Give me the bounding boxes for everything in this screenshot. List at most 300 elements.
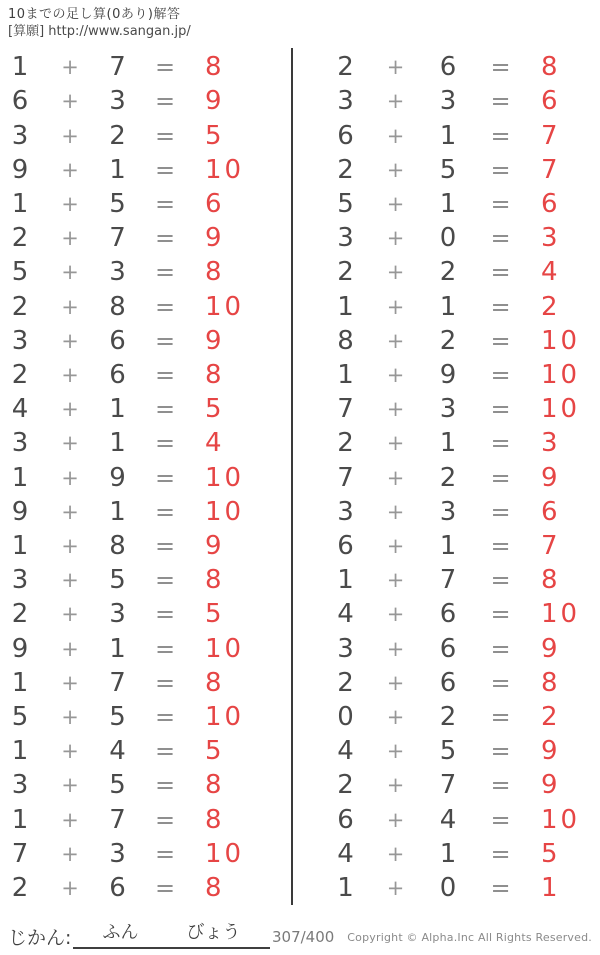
operand-a: 2 [11, 599, 29, 630]
plus-sign: + [386, 533, 405, 558]
plus-sign: + [386, 875, 405, 900]
problem-row [0, 392, 291, 426]
plus-sign: + [61, 123, 79, 148]
problem-row [0, 597, 291, 631]
operand-b: 1 [439, 188, 457, 219]
problem-row [293, 118, 600, 152]
problem-row [0, 734, 291, 768]
equals-sign: = [154, 497, 176, 526]
plus-sign: + [61, 499, 79, 524]
equals-sign: = [490, 121, 511, 150]
problem-row [0, 187, 291, 221]
operand-a: 5 [11, 701, 29, 732]
operand-a: 6 [337, 120, 354, 151]
operand-a: 2 [337, 770, 354, 801]
plus-sign: + [386, 397, 405, 422]
problem-row [0, 153, 291, 187]
problem-row [0, 802, 291, 836]
operand-b: 6 [109, 359, 126, 390]
operand-b: 6 [439, 52, 457, 83]
equals-sign: = [154, 121, 176, 150]
answer-value: 8 [205, 565, 225, 596]
plus-sign: + [61, 260, 79, 285]
operand-b: 7 [109, 52, 126, 83]
plus-sign: + [61, 670, 79, 695]
operand-a: 1 [337, 291, 354, 322]
equals-sign: = [490, 155, 511, 184]
problem-row [293, 563, 600, 597]
answer-value: 5 [205, 736, 225, 767]
problem-row [293, 700, 600, 734]
operand-b: 4 [439, 804, 457, 835]
plus-sign: + [386, 636, 405, 661]
answer-value: 6 [541, 86, 561, 117]
answer-value: 8 [205, 872, 225, 903]
plus-sign: + [386, 89, 405, 114]
problem-row [293, 802, 600, 836]
equals-sign: = [154, 668, 176, 697]
operand-b: 7 [439, 565, 457, 596]
plus-sign: + [386, 773, 405, 798]
answer-value: 4 [205, 428, 225, 459]
copyright-text: Copyright © Alpha.Inc All Rights Reserved. [347, 931, 592, 944]
equals-sign: = [154, 566, 176, 595]
plus-sign: + [61, 397, 79, 422]
problem-row [293, 153, 600, 187]
operand-a: 9 [11, 633, 29, 664]
plus-sign: + [386, 123, 405, 148]
equals-sign: = [490, 463, 511, 492]
equals-sign: = [154, 395, 176, 424]
answer-value: 6 [205, 188, 225, 219]
problem-row [293, 597, 600, 631]
operand-b: 6 [439, 667, 457, 698]
minutes-label: ふん [102, 922, 139, 943]
answer-value: 5 [205, 599, 225, 630]
plus-sign: + [386, 704, 405, 729]
plus-sign: + [386, 362, 405, 387]
plus-sign: + [61, 157, 79, 182]
equals-sign: = [490, 566, 511, 595]
plus-sign: + [61, 739, 79, 764]
answer-value: 10 [205, 154, 245, 185]
answer-value: 8 [205, 257, 225, 288]
operand-a: 3 [11, 565, 29, 596]
problem-row [293, 837, 600, 871]
answer-value: 9 [205, 325, 225, 356]
equals-sign: = [490, 87, 511, 116]
operand-a: 1 [11, 804, 29, 835]
operand-b: 5 [109, 565, 126, 596]
operand-b: 3 [109, 599, 126, 630]
plus-sign: + [386, 431, 405, 456]
problem-row [0, 426, 291, 460]
equals-sign: = [490, 258, 511, 287]
operand-a: 4 [337, 736, 354, 767]
answer-value: 5 [205, 394, 225, 425]
problem-row [293, 871, 600, 905]
operand-a: 7 [337, 462, 354, 493]
answer-value: 8 [205, 52, 225, 83]
plus-sign: + [61, 636, 79, 661]
plus-sign: + [386, 602, 405, 627]
operand-a: 1 [11, 462, 29, 493]
problem-row [0, 358, 291, 392]
plus-sign: + [386, 55, 405, 80]
answer-value: 2 [541, 701, 561, 732]
problem-row [293, 529, 600, 563]
equals-sign: = [490, 292, 511, 321]
operand-b: 0 [439, 223, 457, 254]
operand-b: 5 [109, 701, 126, 732]
problems-column-right [293, 50, 600, 905]
plus-sign: + [61, 704, 79, 729]
problem-row [293, 324, 600, 358]
answer-value: 5 [541, 838, 561, 869]
answer-value: 3 [541, 223, 561, 254]
answer-value: 4 [541, 257, 561, 288]
answer-value: 9 [541, 633, 561, 664]
equals-sign: = [490, 326, 511, 355]
operand-a: 3 [11, 428, 29, 459]
problem-row [0, 221, 291, 255]
operand-a: 3 [11, 120, 29, 151]
answer-value: 8 [205, 770, 225, 801]
answer-value: 2 [541, 291, 561, 322]
header [8, 6, 191, 40]
equals-sign: = [154, 224, 176, 253]
equals-sign: = [154, 737, 176, 766]
equals-sign: = [154, 805, 176, 834]
plus-sign: + [386, 465, 405, 490]
equals-sign: = [154, 87, 176, 116]
time-label: じかん: [8, 927, 72, 949]
answer-value: 8 [541, 52, 561, 83]
time-answer-line [73, 918, 270, 949]
answer-value: 10 [541, 599, 581, 630]
operand-a: 2 [337, 52, 354, 83]
plus-sign: + [61, 89, 79, 114]
answer-value: 8 [205, 667, 225, 698]
equals-sign: = [490, 668, 511, 697]
problem-row [0, 768, 291, 802]
problem-row [293, 392, 600, 426]
operand-b: 9 [109, 462, 126, 493]
operand-a: 3 [337, 86, 354, 117]
equals-sign: = [490, 497, 511, 526]
operand-b: 5 [439, 154, 457, 185]
problem-row [293, 187, 600, 221]
source-url: [算願] http://www.sangan.jp/ [8, 24, 191, 39]
equals-sign: = [154, 189, 176, 218]
equals-sign: = [154, 702, 176, 731]
operand-b: 3 [439, 496, 457, 527]
operand-a: 3 [337, 633, 354, 664]
equals-sign: = [154, 360, 176, 389]
operand-a: 7 [337, 394, 354, 425]
problem-row [293, 666, 600, 700]
problem-row [293, 495, 600, 529]
equals-sign: = [490, 531, 511, 560]
plus-sign: + [61, 226, 79, 251]
operand-a: 1 [11, 530, 29, 561]
operand-a: 4 [11, 394, 29, 425]
operand-b: 1 [109, 633, 126, 664]
answer-value: 9 [205, 223, 225, 254]
operand-b: 7 [439, 770, 457, 801]
plus-sign: + [61, 55, 79, 80]
plus-sign: + [61, 807, 79, 832]
plus-sign: + [61, 568, 79, 593]
operand-b: 7 [109, 667, 126, 698]
operand-a: 2 [11, 291, 29, 322]
problem-row [0, 289, 291, 323]
answer-value: 8 [541, 565, 561, 596]
plus-sign: + [386, 157, 405, 182]
answer-value: 10 [541, 804, 581, 835]
problem-row [293, 631, 600, 665]
operand-a: 3 [11, 325, 29, 356]
operand-a: 1 [337, 872, 354, 903]
equals-sign: = [154, 292, 176, 321]
plus-sign: + [61, 191, 79, 216]
problem-row [293, 255, 600, 289]
answer-value: 9 [205, 86, 225, 117]
operand-b: 6 [109, 872, 126, 903]
operand-b: 6 [109, 325, 126, 356]
plus-sign: + [386, 568, 405, 593]
operand-b: 1 [109, 394, 126, 425]
equals-sign: = [490, 429, 511, 458]
answer-value: 9 [541, 736, 561, 767]
operand-b: 2 [439, 701, 457, 732]
problem-row [0, 700, 291, 734]
operand-b: 2 [439, 257, 457, 288]
operand-b: 1 [109, 154, 126, 185]
problem-row [0, 460, 291, 494]
operand-a: 4 [337, 599, 354, 630]
operand-b: 4 [109, 736, 126, 767]
operand-b: 3 [439, 86, 457, 117]
equals-sign: = [154, 634, 176, 663]
plus-sign: + [61, 773, 79, 798]
page-number: 307/400 [272, 928, 335, 946]
answer-value: 1 [541, 872, 561, 903]
plus-sign: + [386, 191, 405, 216]
answer-value: 10 [205, 496, 245, 527]
answer-value: 7 [541, 120, 561, 151]
problem-row [293, 734, 600, 768]
problem-row [0, 118, 291, 152]
operand-a: 8 [337, 325, 354, 356]
equals-sign: = [490, 224, 511, 253]
equals-sign: = [490, 600, 511, 629]
problem-row [0, 84, 291, 118]
plus-sign: + [386, 499, 405, 524]
plus-sign: + [61, 602, 79, 627]
problems-column-left [0, 50, 291, 905]
problem-row [0, 563, 291, 597]
problem-row [293, 50, 600, 84]
equals-sign: = [154, 771, 176, 800]
answer-value: 9 [541, 462, 561, 493]
operand-b: 2 [439, 462, 457, 493]
operand-b: 7 [109, 223, 126, 254]
answer-value: 3 [541, 428, 561, 459]
operand-a: 6 [337, 804, 354, 835]
operand-a: 1 [337, 359, 354, 390]
operand-b: 1 [439, 428, 457, 459]
answer-value: 10 [205, 838, 245, 869]
operand-b: 2 [109, 120, 126, 151]
operand-b: 3 [109, 838, 126, 869]
problem-row [0, 324, 291, 358]
seconds-label: びょう [186, 922, 241, 943]
plus-sign: + [386, 670, 405, 695]
operand-a: 5 [11, 257, 29, 288]
answer-value: 6 [541, 188, 561, 219]
equals-sign: = [154, 53, 176, 82]
plus-sign: + [61, 362, 79, 387]
answer-value: 8 [205, 359, 225, 390]
problem-row [0, 495, 291, 529]
operand-b: 6 [439, 633, 457, 664]
answer-value: 9 [205, 530, 225, 561]
problem-row [293, 221, 600, 255]
equals-sign: = [490, 839, 511, 868]
plus-sign: + [386, 807, 405, 832]
equals-sign: = [154, 600, 176, 629]
equals-sign: = [490, 805, 511, 834]
operand-a: 1 [337, 565, 354, 596]
plus-sign: + [61, 328, 79, 353]
answer-value: 6 [541, 496, 561, 527]
equals-sign: = [154, 326, 176, 355]
answer-value: 10 [541, 394, 581, 425]
problem-row [0, 529, 291, 563]
plus-sign: + [386, 226, 405, 251]
equals-sign: = [154, 155, 176, 184]
problem-row [293, 358, 600, 392]
equals-sign: = [154, 258, 176, 287]
operand-a: 3 [11, 770, 29, 801]
operand-a: 4 [337, 838, 354, 869]
operand-b: 6 [439, 599, 457, 630]
equals-sign: = [490, 360, 511, 389]
operand-b: 5 [439, 736, 457, 767]
operand-a: 5 [337, 188, 354, 219]
page-title: 10までの足し算(0あり)解答 [8, 7, 181, 22]
operand-b: 3 [109, 86, 126, 117]
equals-sign: = [490, 395, 511, 424]
answer-value: 9 [541, 770, 561, 801]
operand-b: 8 [109, 291, 126, 322]
problem-row [293, 84, 600, 118]
operand-b: 3 [439, 394, 457, 425]
plus-sign: + [61, 875, 79, 900]
plus-sign: + [61, 533, 79, 558]
plus-sign: + [386, 328, 405, 353]
operand-a: 2 [337, 154, 354, 185]
operand-b: 1 [439, 838, 457, 869]
operand-a: 3 [337, 223, 354, 254]
problem-row [0, 50, 291, 84]
answer-value: 10 [205, 701, 245, 732]
operand-a: 6 [11, 86, 29, 117]
operand-a: 2 [337, 257, 354, 288]
operand-b: 9 [439, 359, 457, 390]
problem-row [0, 666, 291, 700]
operand-a: 2 [337, 428, 354, 459]
equals-sign: = [490, 634, 511, 663]
problem-row [293, 289, 600, 323]
answer-value: 7 [541, 530, 561, 561]
equals-sign: = [490, 53, 511, 82]
operand-b: 1 [439, 291, 457, 322]
operand-b: 2 [439, 325, 457, 356]
operand-b: 7 [109, 804, 126, 835]
problem-row [293, 768, 600, 802]
operand-a: 1 [11, 736, 29, 767]
answer-value: 8 [205, 804, 225, 835]
plus-sign: + [386, 260, 405, 285]
footer [8, 918, 592, 952]
equals-sign: = [490, 771, 511, 800]
operand-a: 1 [11, 52, 29, 83]
answer-value: 5 [205, 120, 225, 151]
plus-sign: + [386, 294, 405, 319]
problem-row [0, 631, 291, 665]
problem-row [293, 460, 600, 494]
answer-value: 7 [541, 154, 561, 185]
equals-sign: = [154, 463, 176, 492]
operand-b: 1 [439, 530, 457, 561]
equals-sign: = [490, 702, 511, 731]
operand-b: 8 [109, 530, 126, 561]
equals-sign: = [154, 873, 176, 902]
equals-sign: = [154, 839, 176, 868]
equals-sign: = [490, 189, 511, 218]
operand-a: 2 [11, 223, 29, 254]
plus-sign: + [61, 431, 79, 456]
operand-a: 6 [337, 530, 354, 561]
answer-value: 8 [541, 667, 561, 698]
operand-a: 2 [11, 872, 29, 903]
equals-sign: = [154, 429, 176, 458]
problem-row [0, 837, 291, 871]
plus-sign: + [386, 841, 405, 866]
answer-value: 10 [541, 359, 581, 390]
operand-a: 3 [337, 496, 354, 527]
problem-row [293, 426, 600, 460]
plus-sign: + [61, 294, 79, 319]
answer-value: 10 [205, 462, 245, 493]
problem-row [0, 255, 291, 289]
operand-b: 1 [439, 120, 457, 151]
operand-b: 5 [109, 770, 126, 801]
answer-value: 10 [205, 633, 245, 664]
operand-b: 0 [439, 872, 457, 903]
operand-b: 1 [109, 428, 126, 459]
operand-a: 9 [11, 496, 29, 527]
operand-a: 1 [11, 188, 29, 219]
operand-b: 5 [109, 188, 126, 219]
answer-value: 10 [541, 325, 581, 356]
answer-value: 10 [205, 291, 245, 322]
equals-sign: = [154, 531, 176, 560]
plus-sign: + [386, 739, 405, 764]
operand-b: 3 [109, 257, 126, 288]
